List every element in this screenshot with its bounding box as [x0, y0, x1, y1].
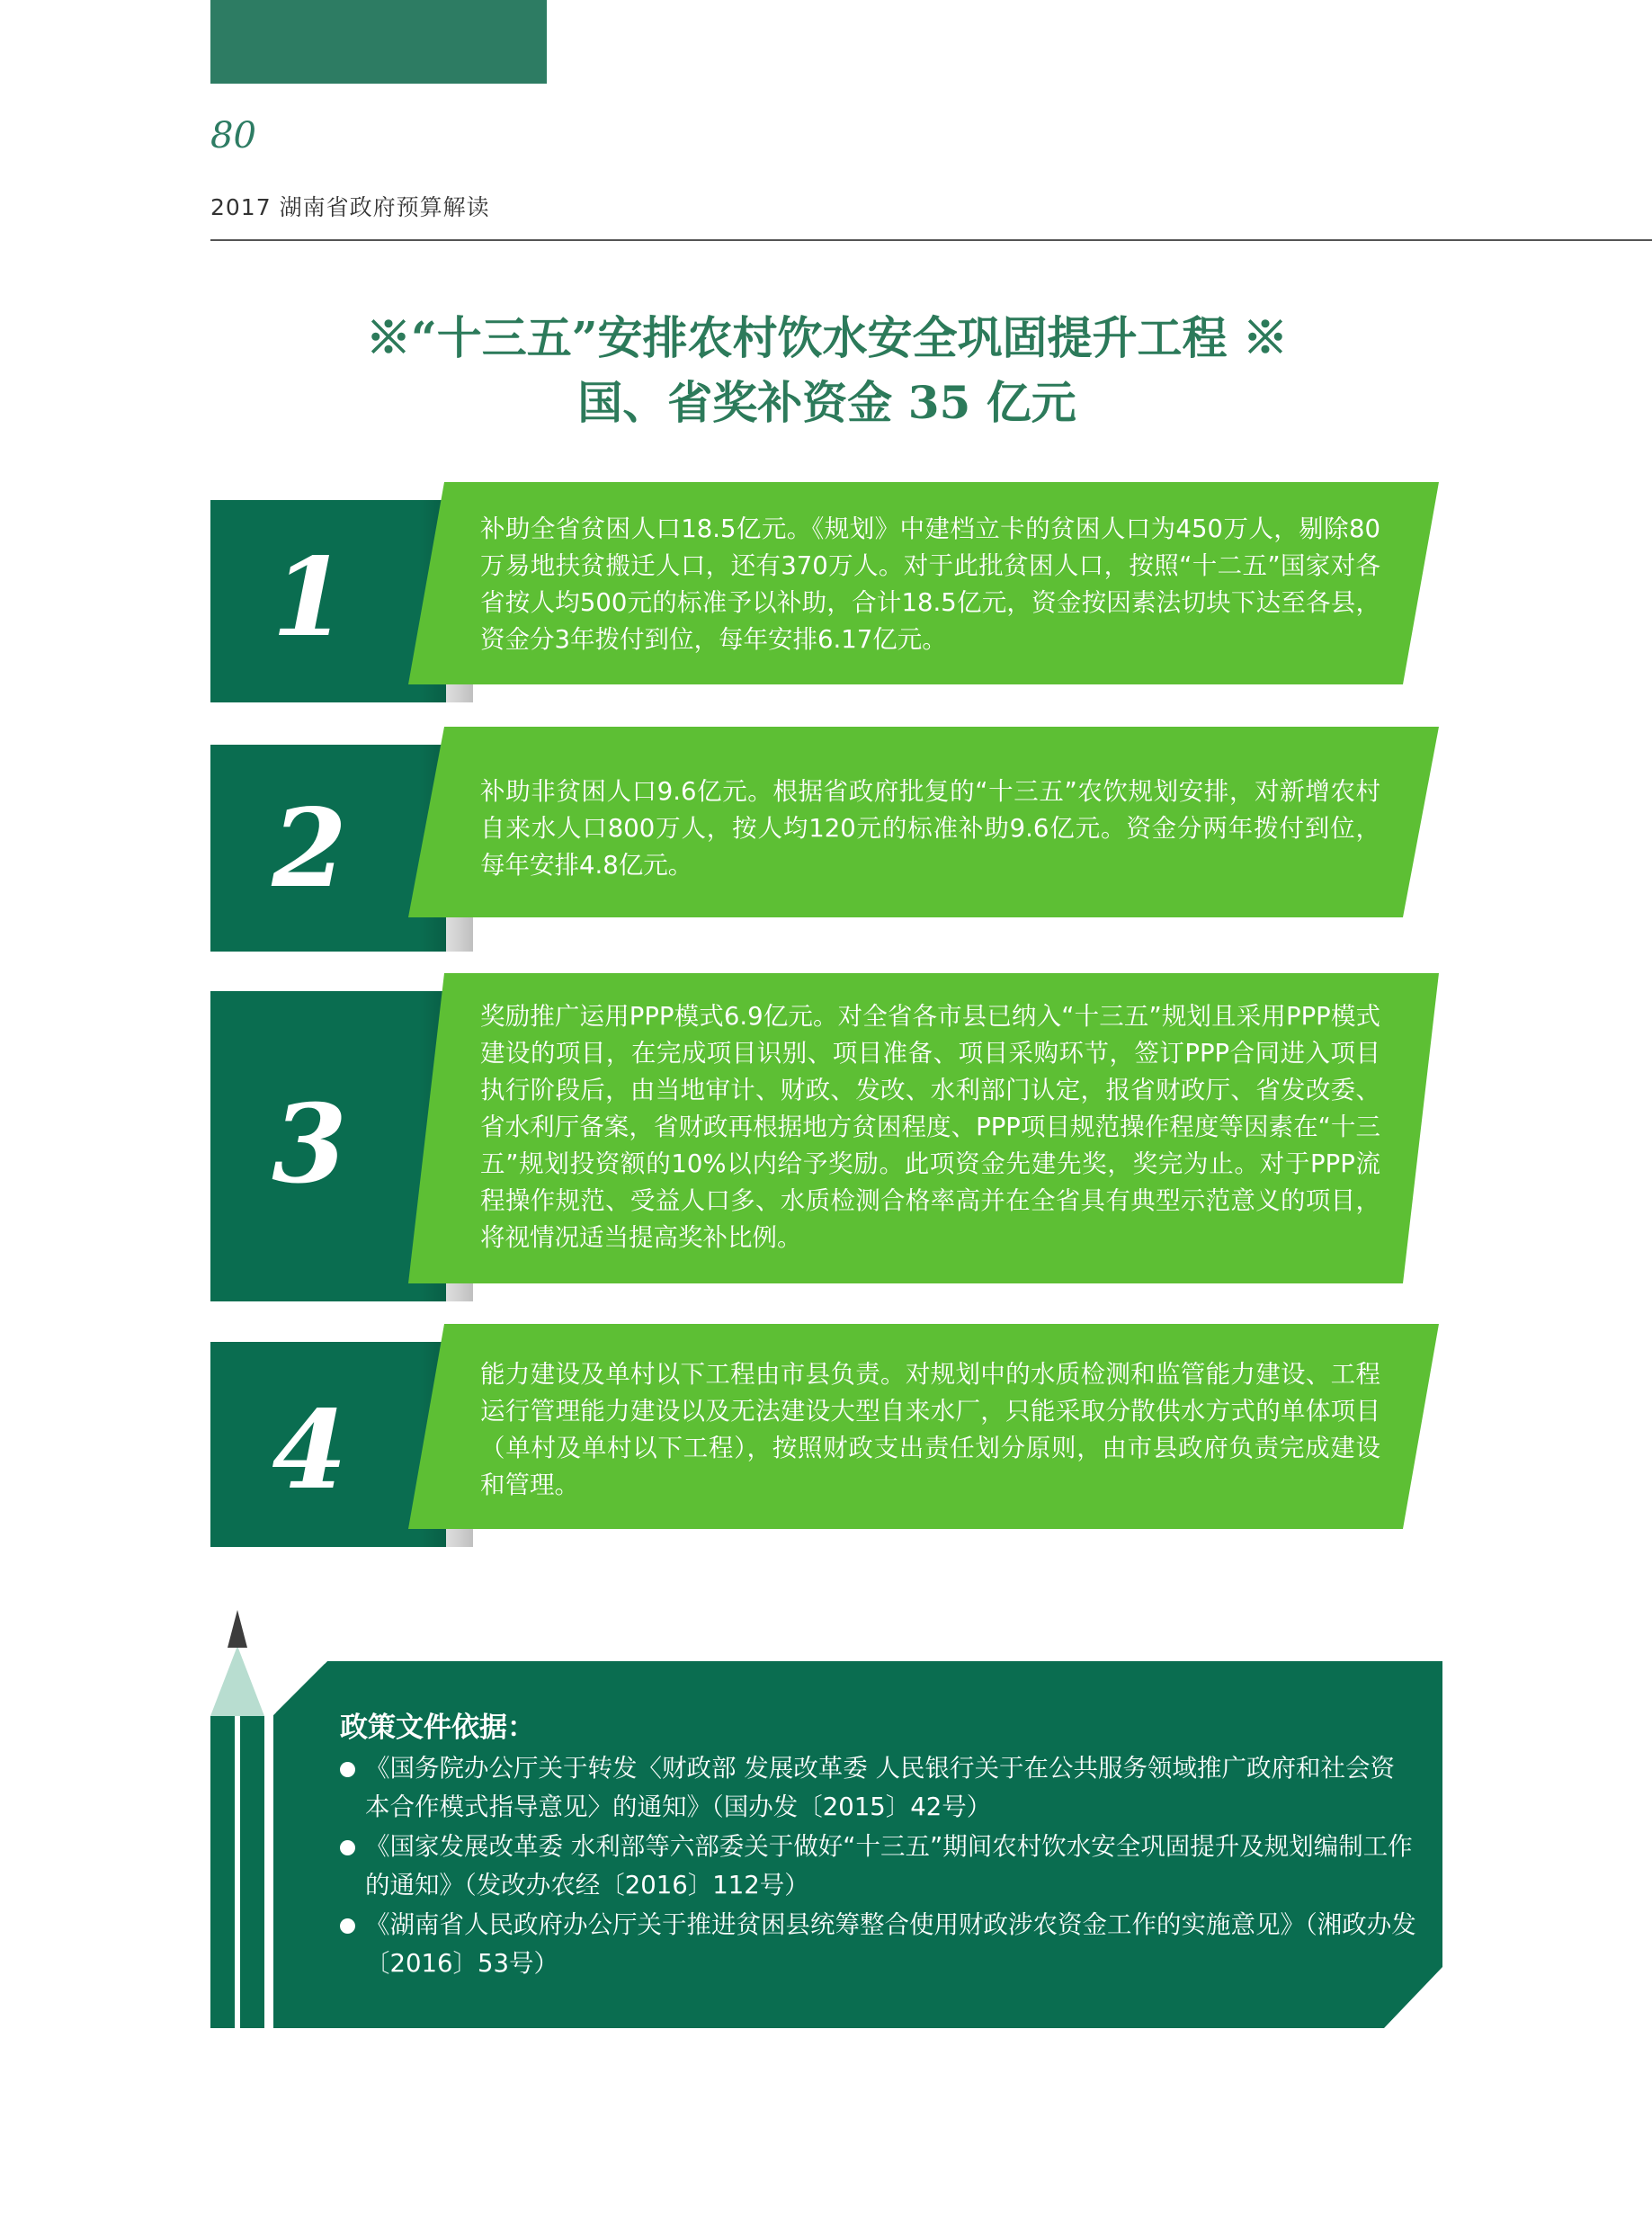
policy-doc-text: 《国务院办公厅关于转发〈财政部 发展改革委 人民银行关于在公共服务领域推广政府和社会资本合作模式指导意见〉的通知》（国办发〔2015〕42号） [365, 1754, 1395, 1821]
policy-doc-item [340, 1906, 1419, 1983]
header-divider [210, 239, 1652, 241]
headline-line-1: ※“十三五”安排农村饮水安全巩固提升工程 ※ [366, 311, 1288, 364]
policy-doc-item [340, 1828, 1419, 1905]
item-number: 2 [272, 785, 347, 912]
policy-doc-item [340, 1749, 1419, 1827]
pencil-icon [210, 1610, 264, 2028]
bullet-icon [340, 1918, 355, 1934]
bullet-icon [340, 1840, 355, 1855]
policy-doc-list [340, 1749, 1419, 1984]
item-text: 奖励推广运用PPP模式6.9亿元。对全省各市县已纳入“十三五”规划且采用PPP模式建设的项目，在完成项目识别、项目准备、项目采购环节，签订PPP合同进入项目执行阶段后，由当地审计、财政、发改、水利部门认定，报省财政厅、省发改委、省水利厅备案，省财政再根据地方贫困程度、PPP项目规范操作程度等因素在“十三五”规划投资额的10%以内给予奖励。此项资金先建先奖，奖完为止。对于PPP流程操作规范、受益人口多、水质检测合格率高并在全省具有典型示范意义的项目，将视情况适当提高奖补比例。 [480, 1002, 1380, 1252]
item-number: 4 [272, 1387, 347, 1514]
header-color-tab [210, 0, 547, 84]
policy-doc-text: 《国家发展改革委 水利部等六部委关于做好“十三五”期间农村饮水安全巩固提升及规划编制工作的通知》（发改办农经〔2016〕112号） [365, 1832, 1413, 1900]
item-text: 补助非贫困人口9.6亿元。根据省政府批复的“十三五”农饮规划安排，对新增农村自来水人口800万人，按人均120元的标准补助9.6亿元。资金分两年拨付到位，每年安排4.8亿元。 [480, 777, 1380, 880]
item-text: 能力建设及单村以下工程由市县负责。对规划中的水质检测和监管能力建设、工程运行管理能力建设以及无法建设大型自来水厂，只能采取分散供水方式的单体项目（单村及单村以下工程），按照财政支出责任划分原则，由市县政府负责完成建设和管理。 [480, 1360, 1380, 1499]
policy-title: 政策文件依据： [340, 1712, 535, 1744]
item-card-1 [210, 482, 1439, 702]
bullet-icon [340, 1762, 355, 1777]
item-number: 1 [272, 534, 347, 661]
item-card-2 [210, 727, 1439, 952]
item-text: 补助全省贫困人口18.5亿元。《规划》中建档立卡的贫困人口为450万人，剔除80万易地扶贫搬迁人口，还有370万人。对于此批贫困人口，按照“十二五”国家对各省按人均500元的标准予以补助，合计18.5亿元，资金按因素法切块下达至各县，资金分3年拨付到位，每年安排6.17亿元。 [480, 514, 1380, 654]
page-number: 80 [210, 115, 256, 156]
item-number: 3 [272, 1081, 347, 1208]
item-card-3 [210, 973, 1439, 1301]
headline-line-2: 国、省奖补资金 35 亿元 [577, 376, 1076, 429]
item-card-4 [210, 1324, 1439, 1547]
policy-doc-text: 《湖南省人民政府办公厅关于推进贫困县统筹整合使用财政涉农资金工作的实施意见》（湘政办发〔2016〕53号） [365, 1910, 1416, 1978]
running-title: 2017 湖南省政府预算解读 [210, 194, 490, 220]
